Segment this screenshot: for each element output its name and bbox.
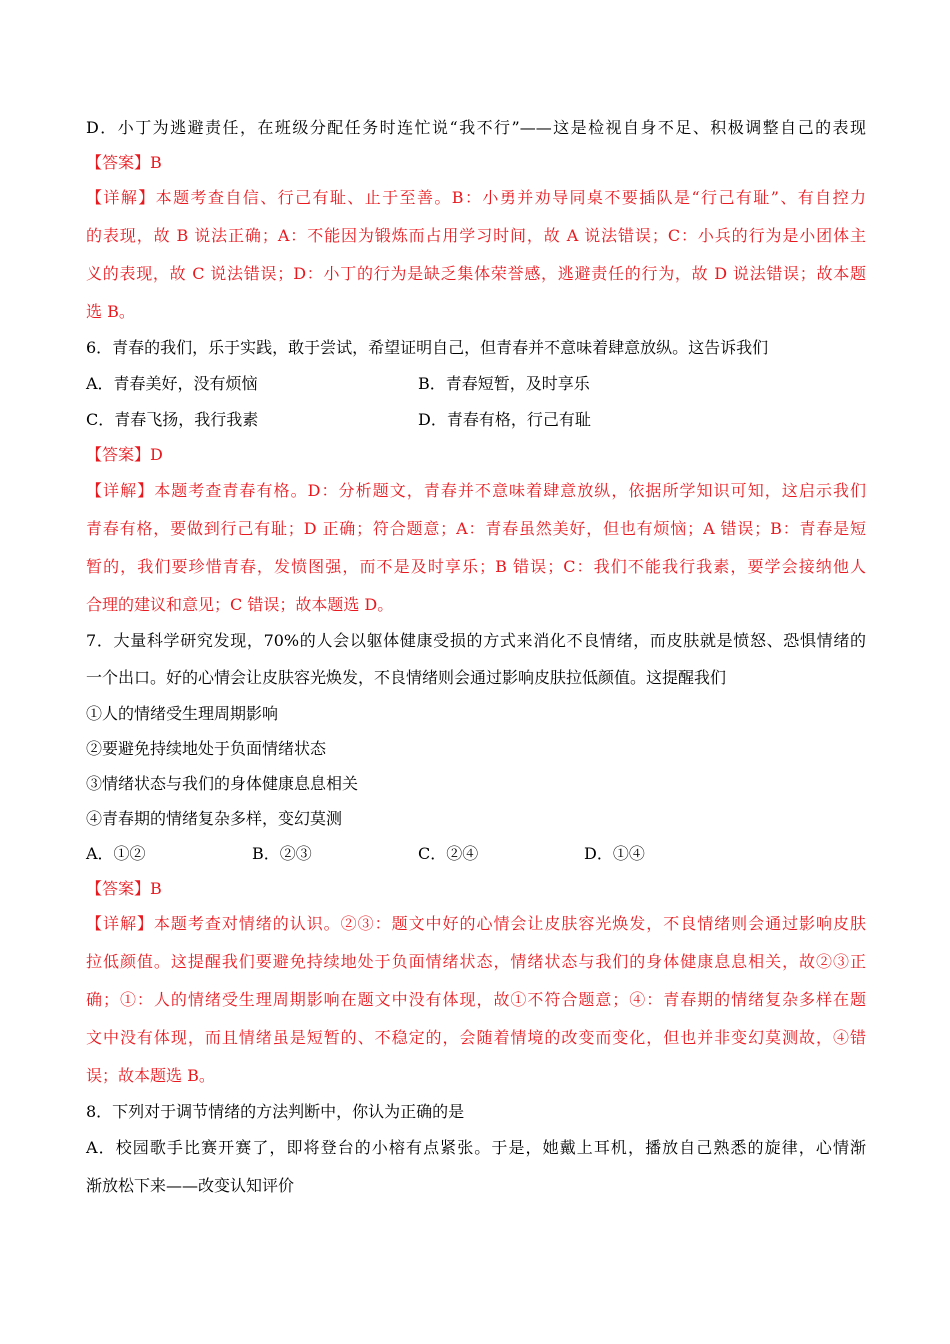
q7-analysis-line: 误；故本题选 B。 bbox=[86, 1066, 215, 1085]
q6-option-a: A．青春美好，没有烦恼 bbox=[86, 374, 258, 393]
q7-stem-line: 7．大量科学研究发现，70%的人会以躯体健康受损的方式来消化不良情绪，而皮肤就是愤怒、恐惧情绪的 bbox=[86, 631, 866, 650]
q6-answer: 【答案】D bbox=[86, 445, 163, 464]
q6-option-d: D．青春有格，行己有耻 bbox=[418, 410, 591, 429]
q5-option-d: D．小丁为逃避责任，在班级分配任务时连忙说“我不行”——这是检视自身不足、积极调整自己的表现 bbox=[86, 118, 866, 137]
q5-answer: 【答案】B bbox=[86, 153, 162, 172]
q7-option-a: A．①② bbox=[86, 844, 146, 863]
q5-analysis-line: 选 B。 bbox=[86, 302, 135, 321]
q7-analysis-line: 确；①：人的情绪受生理周期影响在题文中没有体现，故①不符合题意；④：青春期的情绪复杂多样在题 bbox=[86, 990, 866, 1009]
q7-stem-line: 一个出口。好的心情会让皮肤容光焕发，不良情绪则会通过影响皮肤拉低颜值。这提醒我们 bbox=[86, 668, 727, 687]
q7-option-b: B．②③ bbox=[252, 844, 312, 863]
q8-option-a-line: 渐放松下来——改变认知评价 bbox=[86, 1176, 295, 1195]
q7-option-c: C．②④ bbox=[418, 844, 479, 863]
q6-analysis-line: 暂的，我们要珍惜青春，发愤图强，而不是及时享乐；B 错误；C：我们不能我行我素，要学会接纳他人 bbox=[86, 557, 866, 576]
q7-analysis-line: 文中没有体现，而且情绪虽是短暂的、不稳定的，会随着情境的改变而变化，但也并非变幻莫测故，④错 bbox=[86, 1028, 866, 1047]
q6-stem: 6．青春的我们，乐于实践，敢于尝试，希望证明自己，但青春并不意味着肆意放纵。这告诉我们 bbox=[86, 338, 769, 357]
q7-analysis-line: 拉低颜值。这提醒我们要避免持续地处于负面情绪状态，情绪状态与我们的身体健康息息相关，故②③正 bbox=[86, 952, 866, 971]
q8-stem: 8．下列对于调节情绪的方法判断中，你认为正确的是 bbox=[86, 1102, 465, 1121]
q6-analysis-line: 合理的建议和意见；C 错误；故本题选 D。 bbox=[86, 595, 394, 614]
q7-statement: ①人的情绪受生理周期影响 bbox=[86, 704, 279, 723]
q7-statement: ③情绪状态与我们的身体健康息息相关 bbox=[86, 774, 359, 793]
q6-analysis-line: 【详解】本题考查青春有格。D：分析题文，青春并不意味着肆意放纵，依据所学知识可知，这启示我们 bbox=[86, 481, 866, 500]
q7-statement: ②要避免持续地处于负面情绪状态 bbox=[86, 739, 327, 758]
q7-option-d: D．①④ bbox=[584, 844, 645, 863]
q7-analysis-line: 【详解】本题考查对情绪的认识。②③：题文中好的心情会让皮肤容光焕发，不良情绪则会通过影响皮肤 bbox=[86, 914, 866, 933]
q6-option-b: B．青春短暂，及时享乐 bbox=[418, 374, 590, 393]
q6-option-c: C．青春飞扬，我行我素 bbox=[86, 410, 259, 429]
q5-analysis-line: 义的表现，故 C 说法错误；D：小丁的行为是缺乏集体荣誉感，逃避责任的行为，故 D 说法错误；故本题 bbox=[86, 264, 866, 283]
q7-statement: ④青春期的情绪复杂多样，变幻莫测 bbox=[86, 809, 343, 828]
q6-analysis-line: 青春有格，要做到行己有耻；D 正确；符合题意；A：青春虽然美好，但也有烦恼；A 错误；B：青春是短 bbox=[86, 519, 866, 538]
q5-analysis-line: 的表现，故 B 说法正确；A：不能因为锻炼而占用学习时间，故 A 说法错误；C：小兵的行为是小团体主 bbox=[86, 226, 866, 245]
q5-analysis-line: 【详解】本题考查自信、行己有耻、止于至善。B：小勇并劝导同桌不要插队是“行己有耻”、有自控力 bbox=[86, 188, 866, 207]
q7-answer: 【答案】B bbox=[86, 879, 162, 898]
q8-option-a-line: A．校园歌手比赛开赛了，即将登台的小榕有点紧张。于是，她戴上耳机，播放自己熟悉的旋律，心情渐 bbox=[86, 1138, 866, 1157]
